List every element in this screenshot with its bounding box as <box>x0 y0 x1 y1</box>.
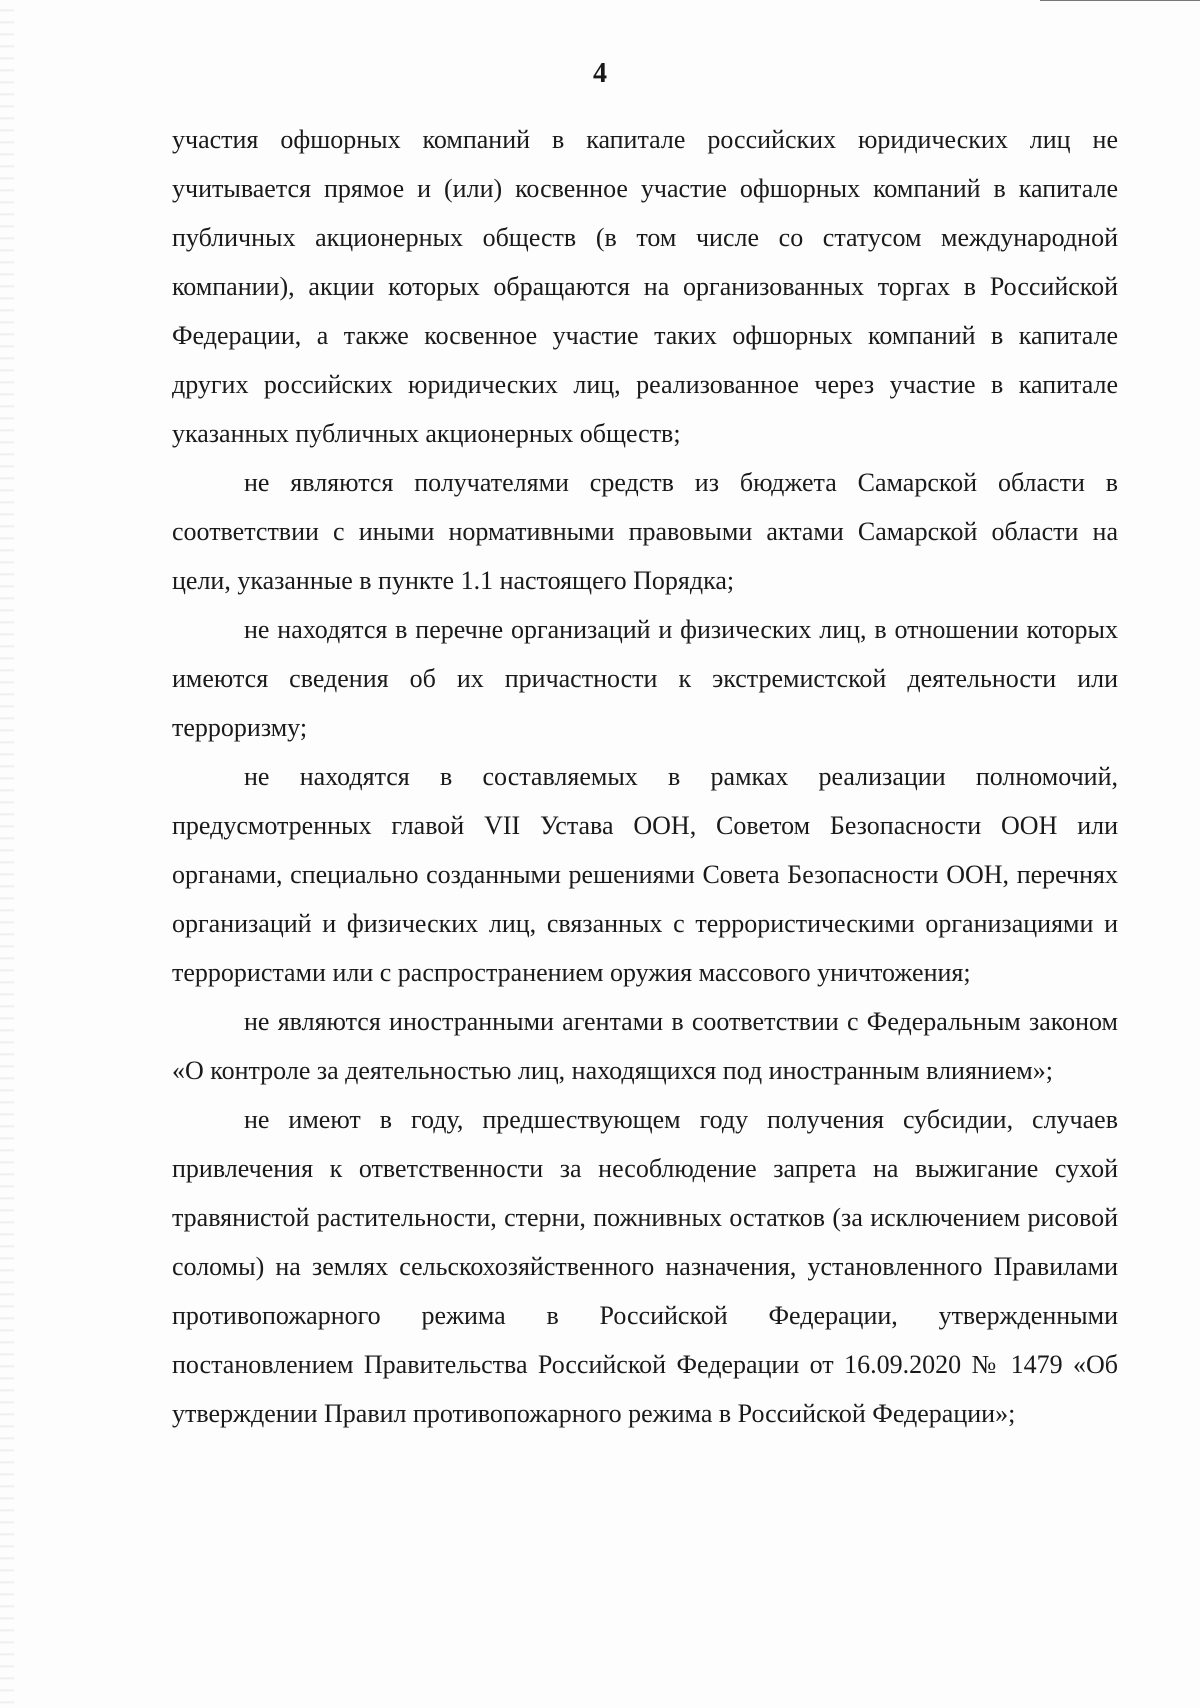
paragraph-offshore-participation: участия офшорных компаний в капитале российских юридических лиц не учитывается прямое и (или) косвенное участие офшорных компаний в капитале публичных акционерных обществ (в том числе со статусом международной компании), акции которых обращаются на организованных торгах в Российской Федерации, а также косвенное участие таких офшорных компаний в капитале других российских юридических лиц, реализованное через участие в капитале указанных публичных акционерных обществ; <box>172 125 1118 448</box>
paragraph-un-sanctions-list: не находятся в составляемых в рамках реализации полномочий, предусмотренных главой VII Устава ООН, Советом Безопасности ООН или органами, специально созданными решениями Совета Безопасности ООН, перечнях организаций и физических лиц, связанных с террористическими организациями и террористами или с распространением оружия массового уничтожения; <box>172 762 1118 987</box>
scan-edge-artifact <box>0 0 14 1708</box>
document-body <box>172 115 1118 1438</box>
paragraph-extremism-list: не находятся в перечне организаций и физических лиц, в отношении которых имеются сведения об их причастности к экстремистской деятельности или терроризму; <box>172 615 1118 742</box>
paragraph-foreign-agents: не являются иностранными агентами в соответствии с Федеральным законом «О контроле за деятельностью лиц, находящихся под иностранным влиянием»; <box>172 1007 1118 1085</box>
scan-top-line-artifact <box>1040 0 1200 1</box>
paragraph-budget-recipients: не являются получателями средств из бюджета Самарской области в соответствии с иными нормативными правовыми актами Самарской области на цели, указанные в пункте 1.1 настоящего Порядка; <box>172 468 1118 595</box>
page-number: 4 <box>593 58 607 89</box>
paragraph-fire-regulations: не имеют в году, предшествующем году получения субсидии, случаев привлечения к ответственности за несоблюдение запрета на выжигание сухой травянистой растительности, стерни, пожнивных остатков (за исключением рисовой соломы) на землях сельскохозяйственного назначения, установленного Правилами противопожарного режима в Российской Федерации, утвержденными постановлением Правительства Российской Федерации от 16.09.2020 № 1479 «Об утверждении Правил противопожарного режима в Российской Федерации»; <box>172 1105 1118 1428</box>
